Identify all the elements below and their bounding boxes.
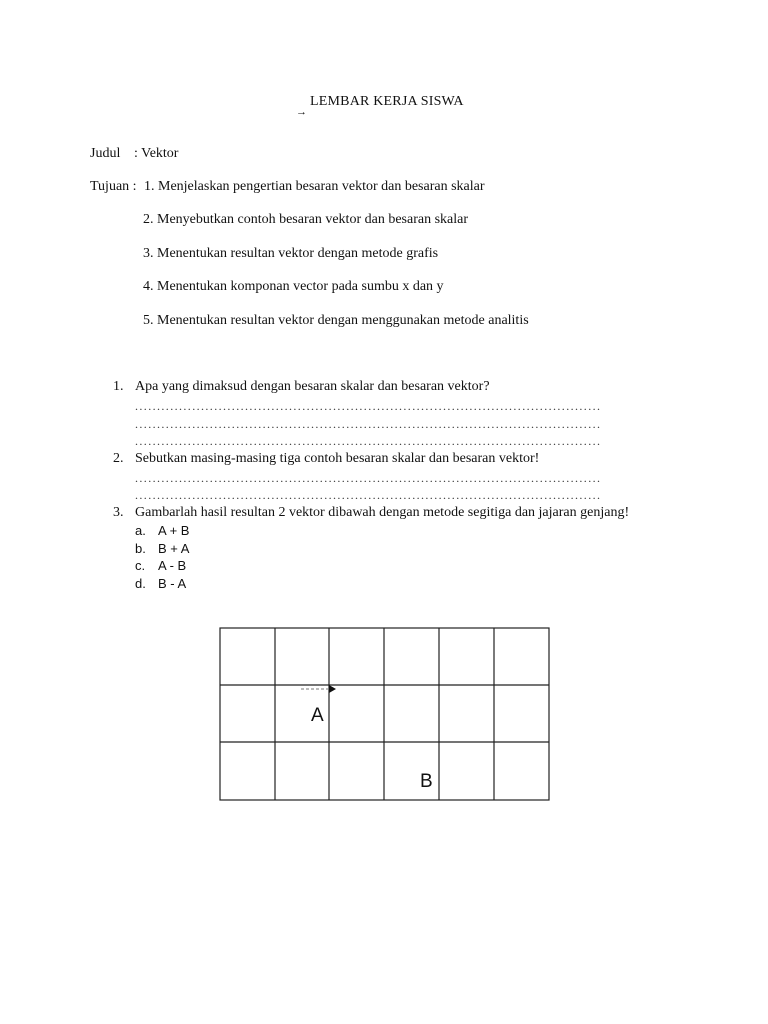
judul-value: : Vektor	[134, 146, 179, 161]
judul-label: Judul	[90, 146, 121, 161]
question-number: 2.	[113, 451, 124, 466]
question-number: 3.	[113, 505, 124, 520]
vector-b-label: B	[420, 771, 433, 792]
title-arrow-icon: →	[296, 106, 307, 118]
question-text: Apa yang dimaksud dengan besaran skalar dan besaran vektor?	[135, 379, 490, 394]
subitem-letter: d.	[135, 576, 146, 591]
answer-line: ..........................................................................................................	[135, 434, 602, 448]
tujuan-item: 1. Menjelaskan pengertian besaran vektor dan besaran skalar	[144, 179, 485, 194]
subitem-letter: a.	[135, 523, 146, 538]
subitem-text: B + A	[158, 541, 190, 556]
question-number: 1.	[113, 379, 124, 394]
answer-line: ..........................................................................................................	[135, 488, 602, 502]
answer-line: ..........................................................................................................	[135, 471, 602, 485]
tujuan-item: 3. Menentukan resultan vektor dengan metode grafis	[143, 246, 439, 261]
question-text: Sebutkan masing-masing tiga contoh besaran skalar dan besaran vektor!	[135, 451, 540, 466]
subitem-text: A + B	[158, 523, 190, 538]
subitem-text: A - B	[158, 558, 187, 573]
grid-lines	[220, 628, 549, 800]
vector-a-arrow	[301, 685, 336, 693]
page-title: LEMBAR KERJA SISWA	[310, 94, 464, 109]
tujuan-item: 4. Menentukan komponan vector pada sumbu x dan y	[143, 279, 444, 294]
tujuan-item: 2. Menyebutkan contoh besaran vektor dan besaran skalar	[143, 212, 468, 227]
subitem-letter: c.	[135, 558, 146, 573]
vector-a-label: A	[311, 705, 324, 726]
answer-line: ..........................................................................................................	[135, 417, 602, 431]
subitem-text: B - A	[158, 576, 187, 591]
question-text: Gambarlah hasil resultan 2 vektor dibawah dengan metode segitiga dan jajaran genjang!	[135, 505, 630, 520]
vector-grid	[219, 627, 551, 803]
tujuan-label: Tujuan :	[90, 179, 137, 194]
tujuan-item: 5. Menentukan resultan vektor dengan menggunakan metode analitis	[143, 313, 529, 328]
answer-line: ..........................................................................................................	[135, 399, 602, 413]
subitem-letter: b.	[135, 541, 146, 556]
